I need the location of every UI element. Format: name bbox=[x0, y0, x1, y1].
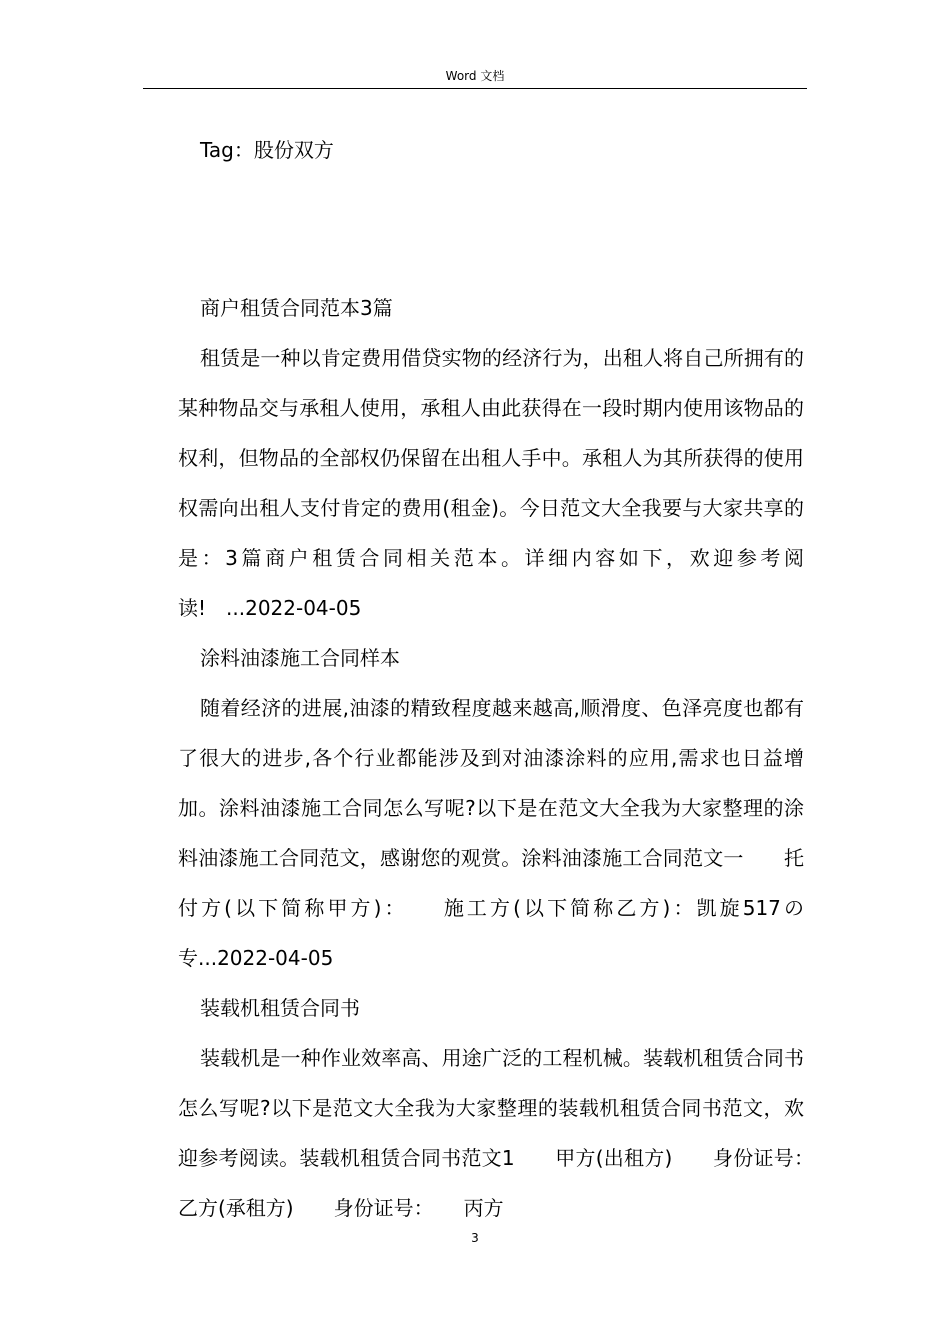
tag-line: Tag：股份双方 bbox=[200, 138, 334, 162]
header-title: Word 文档 bbox=[445, 69, 505, 83]
document-body bbox=[178, 283, 844, 1233]
article-title: 装载机租赁合同书 bbox=[200, 996, 360, 1020]
page-number: 3 bbox=[471, 1231, 479, 1245]
page-footer bbox=[0, 1230, 950, 1246]
article-summary: 随着经济的进展,油漆的精致程度越来越高,顺滑度、色泽亮度也都有了很大的进步,各个行业都能涉及到对油漆涂料的应用,需求也日益增加。涂料油漆施工合同怎么写呢?以下是在范文大全我为大家整理的涂料油漆施工合同范文，感谢您的观赏。涂料油漆施工合同范文一 托付方(以下简称甲方)： 施工方(以下简称乙方)：凯旋517の专...2022-04-05 bbox=[178, 696, 804, 970]
article-summary: 装载机是一种作业效率高、用途广泛的工程机械。装载机租赁合同书怎么写呢?以下是范文大全我为大家整理的装载机租赁合同书范文，欢迎参考阅读。装载机租赁合同书范文1 甲方(出租方) 身份证号： 乙方(承租方) 身份证号： 丙方 bbox=[178, 1046, 844, 1220]
article-summary: 租赁是一种以肯定费用借贷实物的经济行为，出租人将自己所拥有的某种物品交与承租人使用，承租人由此获得在一段时期内使用该物品的权利，但物品的全部权仍保留在出租人手中。承租人为其所获得的使用权需向出租人支付肯定的费用(租金)。今日范文大全我要与大家共享的是：3篇商户租赁合同相关范本。详细内容如下，欢迎参考阅读! ...2022-04-05 bbox=[178, 346, 804, 620]
page-header bbox=[143, 68, 807, 89]
article-title: 涂料油漆施工合同样本 bbox=[200, 646, 400, 670]
article-title: 商户租赁合同范本3篇 bbox=[200, 296, 393, 320]
